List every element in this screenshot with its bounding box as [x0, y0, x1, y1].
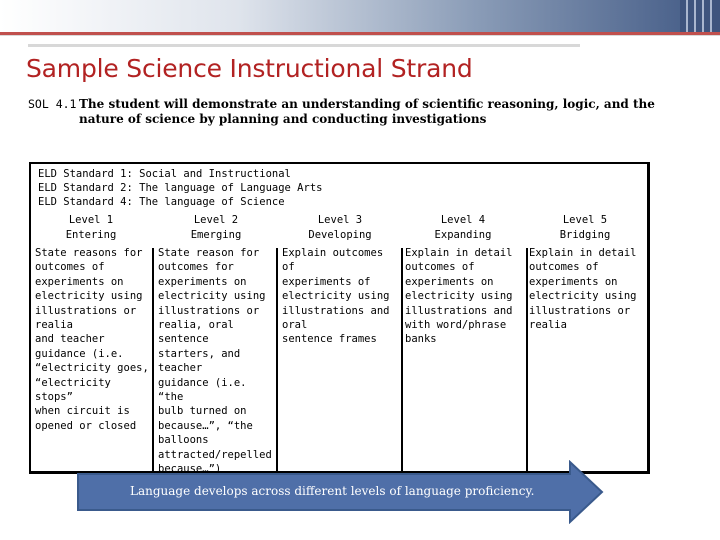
level-3-description: Explain outcomes of experiments of electricity using illustrations and oral sentence frames	[282, 247, 390, 346]
sol-code: SOL 4.1	[28, 97, 77, 111]
column-divider	[401, 248, 403, 474]
level-5-description: Explain in detail outcomes of experiments on electricity using illustrations or realia	[529, 247, 637, 332]
level-4-stage: Expanding	[434, 228, 492, 241]
level-1-description: State reasons for outcomes of experiments on electricity using illustrations or realia and teacher guidance (i.e. “electricity goes, “electricity stops” when circuit is opened or closed	[35, 247, 149, 432]
title-underline	[28, 44, 580, 47]
eld-standard-4: ELD Standard 4: The language of Science	[38, 196, 285, 208]
level-2-label: Level 2	[193, 214, 239, 226]
level-2-description: State reason for outcomes for experiments on electricity using illustrations or realia, oral sentence starters, and teacher guidance (i.e. “the bulb turned on because…”, “the balloons attracted/repelled because…”)	[158, 247, 272, 476]
level-3-label: Level 3	[317, 214, 363, 226]
header-stripes	[680, 0, 720, 32]
level-2-column	[158, 213, 276, 477]
eld-standard-2: ELD Standard 2: The language of Language Arts	[38, 182, 323, 194]
column-divider	[526, 248, 528, 474]
level-5-label: Level 5	[562, 214, 608, 226]
level-1-column	[35, 213, 153, 433]
sol-text: The student will demonstrate an understanding of scientific reasoning, logic, and the nature of science by planning and conducting investigations	[79, 97, 655, 126]
level-4-column	[405, 213, 523, 347]
column-divider	[276, 248, 278, 474]
header-gradient	[0, 0, 680, 32]
header-bar	[0, 0, 720, 32]
level-4-description: Explain in detail outcomes of experiments on electricity using illustrations and with word/phrase banks	[405, 247, 513, 346]
progression-arrow-label: Language develops across different levels of language proficiency.	[130, 484, 535, 498]
level-1-stage: Entering	[65, 228, 117, 241]
level-5-column	[529, 213, 649, 332]
level-3-column	[282, 213, 400, 347]
proficiency-table	[29, 162, 650, 474]
level-4-label: Level 4	[440, 214, 486, 226]
eld-standard-1: ELD Standard 1: Social and Instructional	[38, 168, 291, 180]
slide-title: Sample Science Instructional Strand	[26, 54, 473, 83]
level-1-label: Level 1	[68, 214, 114, 226]
level-3-stage: Developing	[308, 228, 372, 241]
level-2-stage: Emerging	[190, 228, 242, 241]
header-rule-shadow	[0, 35, 720, 36]
level-5-stage: Bridging	[559, 228, 611, 241]
